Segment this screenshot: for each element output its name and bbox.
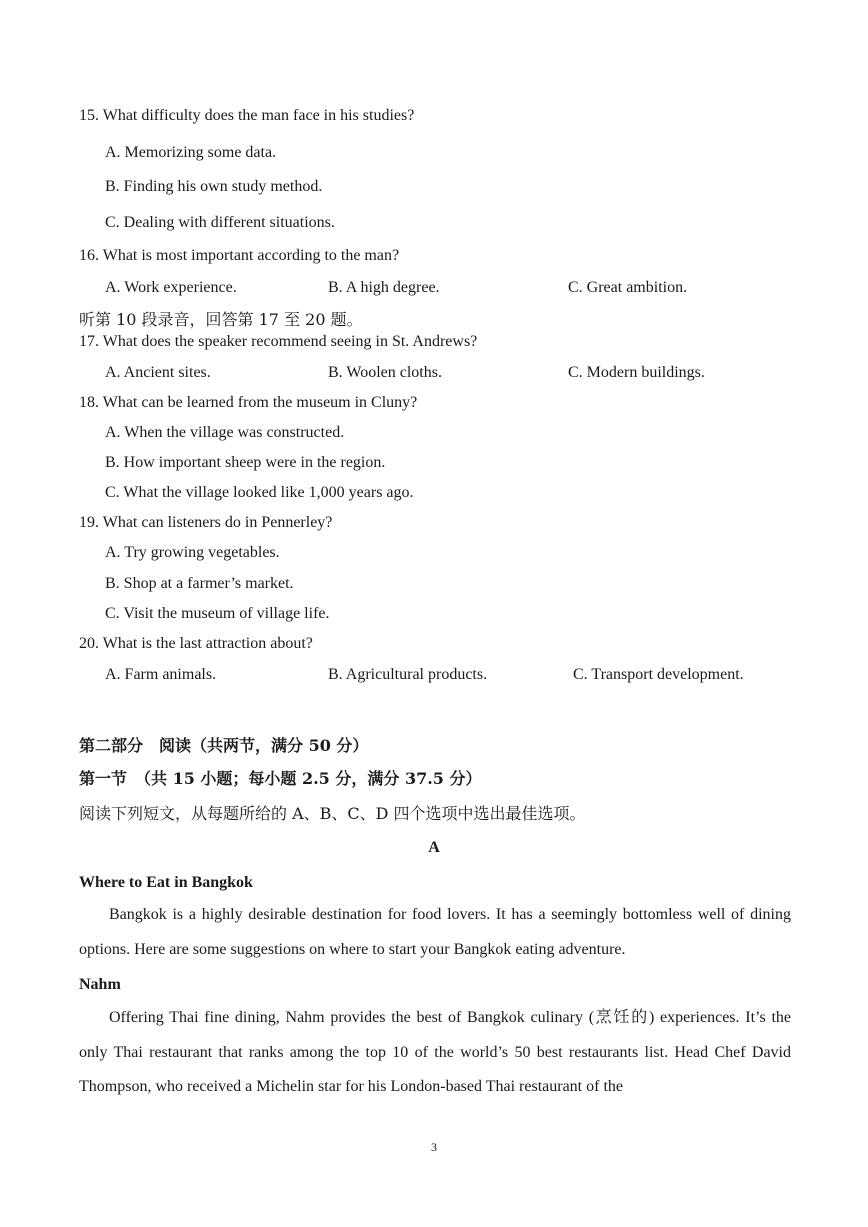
question-18-option-b: B. How important sheep were in the region. bbox=[105, 454, 386, 471]
passage-paragraph: Offering Thai fine dining, Nahm provides the best of Bangkok culinary (烹饪的) experiences. It’s the only Thai restaurant that ranks among the top 10 of the world’s 50 best restaurants list. Head Chef David Thompson, who received a Michelin star for his London-based Thai restaurant of the bbox=[79, 1009, 791, 1095]
question-16-stem: 16. What is most important according to the man? bbox=[79, 247, 400, 264]
question-17-stem: 17. What does the speaker recommend seeing in St. Andrews? bbox=[79, 333, 478, 350]
question-19-stem: 19. What can listeners do in Pennerley? bbox=[79, 514, 333, 531]
question-20-option-c: C. Transport development. bbox=[573, 666, 744, 683]
question-16-option-c: C. Great ambition. bbox=[568, 279, 688, 296]
question-18-option-a: A. When the village was constructed. bbox=[105, 424, 345, 441]
reading-instruction: 阅读下列短文，从每题所给的 A、B、C、D 四个选项中选出最佳选项。 bbox=[79, 804, 586, 823]
passage-intro: Bangkok is a highly desirable destination for food lovers. It has a seemingly bottomless well of dining options. Here are some suggestions on where to start your Bangkok eating adventure. bbox=[79, 906, 791, 958]
question-15-stem: 15. What difficulty does the man face in his studies? bbox=[79, 107, 415, 124]
question-20-option-a: A. Farm animals. bbox=[105, 666, 217, 683]
part-two-heading: 第二部分 阅读（共两节，满分 50 分） bbox=[79, 736, 369, 755]
page-number: 3 bbox=[431, 1140, 437, 1154]
question-20-stem: 20. What is the last attraction about? bbox=[79, 635, 313, 652]
passage-label: A bbox=[428, 839, 440, 856]
question-17-option-c: C. Modern buildings. bbox=[568, 364, 705, 381]
question-18-option-c: C. What the village looked like 1,000 years ago. bbox=[105, 484, 414, 501]
question-19-option-c: C. Visit the museum of village life. bbox=[105, 605, 330, 622]
question-16-option-a: A. Work experience. bbox=[105, 279, 237, 296]
passage-subheading: Nahm bbox=[79, 976, 121, 993]
question-17-option-a: A. Ancient sites. bbox=[105, 364, 211, 381]
question-15-option-b: B. Finding his own study method. bbox=[105, 178, 323, 195]
listening-instruction: 听第 10 段录音，回答第 17 至 20 题。 bbox=[79, 310, 363, 329]
question-20-option-b: B. Agricultural products. bbox=[328, 666, 488, 683]
question-19-option-a: A. Try growing vegetables. bbox=[105, 544, 280, 561]
question-19-option-b: B. Shop at a farmer’s market. bbox=[105, 575, 294, 592]
question-17-option-b: B. Woolen cloths. bbox=[328, 364, 442, 381]
question-16-option-b: B. A high degree. bbox=[328, 279, 440, 296]
section-one-heading: 第一节 （共 15 小题；每小题 2.5 分，满分 37.5 分） bbox=[79, 769, 482, 788]
question-15-option-a: A. Memorizing some data. bbox=[105, 144, 277, 161]
passage-title: Where to Eat in Bangkok bbox=[79, 874, 253, 891]
question-18-stem: 18. What can be learned from the museum in Cluny? bbox=[79, 394, 418, 411]
question-15-option-c: C. Dealing with different situations. bbox=[105, 214, 335, 231]
